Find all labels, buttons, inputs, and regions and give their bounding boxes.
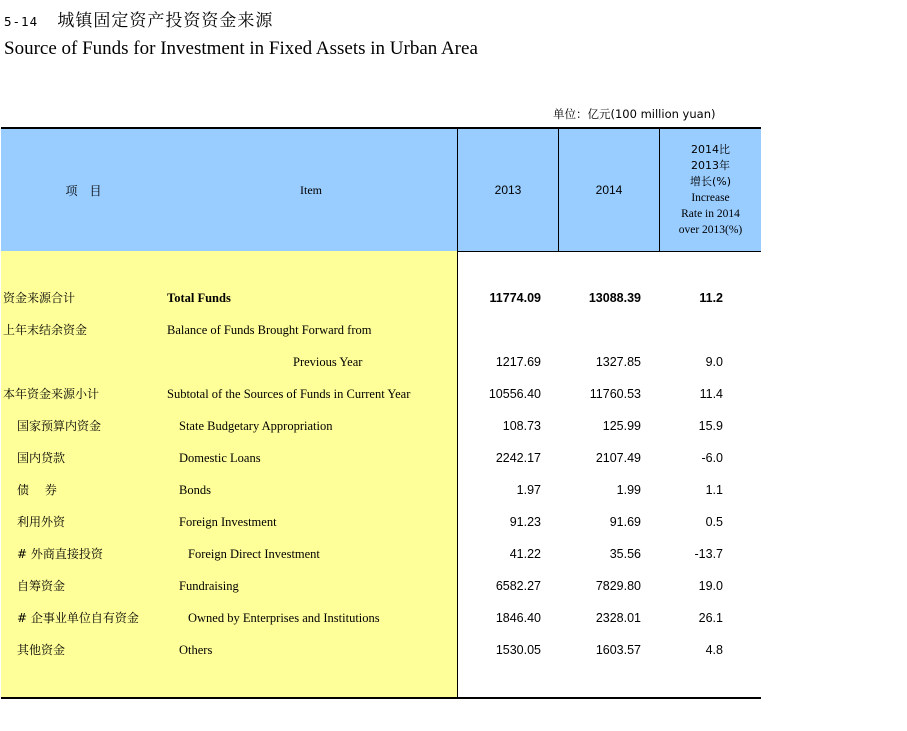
header-item-cn: 项 目 (65, 183, 102, 198)
row-label-cn: 国内贷款 (17, 451, 66, 465)
row-value-2014: 91.69 (609, 515, 641, 529)
header-increase (660, 129, 761, 251)
row-value-2014: 1603.57 (595, 643, 641, 657)
row-label-en: State Budgetary Appropriation (179, 419, 333, 433)
row-label-cn: 资金来源合计 (3, 291, 76, 305)
row-label-cn: 债 券 (17, 483, 57, 497)
row-value-2014: 125.99 (602, 419, 641, 433)
table-row (1, 474, 761, 506)
row-label-cn: 国家预算内资金 (17, 419, 102, 433)
header-increase-line: Rate in 2014 (681, 208, 740, 220)
row-value-increase: 15.9 (698, 419, 723, 433)
row-value-2013: 1217.69 (495, 355, 541, 369)
table-code: 5-14 (4, 14, 39, 29)
row-value-increase: 19.0 (698, 579, 723, 593)
row-value-2014: 1327.85 (595, 355, 641, 369)
row-label-en: Bonds (179, 483, 211, 497)
table-row (1, 538, 761, 570)
row-label-cn: 本年资金来源小计 (3, 387, 100, 401)
header-2013: 2013 (494, 183, 522, 197)
row-label-en: Total Funds (167, 291, 231, 305)
row-value-2013: 41.22 (509, 547, 541, 561)
row-label-en: Fundraising (179, 579, 239, 593)
row-value-increase: -13.7 (694, 547, 723, 561)
header-increase-line: 2013年 (691, 159, 730, 172)
row-label-en: Domestic Loans (179, 451, 261, 465)
row-label-en: Others (179, 643, 213, 657)
header-increase-line: over 2013(%) (678, 224, 743, 236)
row-value-2013: 1530.05 (495, 643, 541, 657)
table-row (1, 346, 761, 378)
row-value-2014: 2107.49 (595, 451, 641, 465)
row-value-2013: 1846.40 (495, 611, 541, 625)
row-value-2014: 1.99 (616, 483, 641, 497)
row-value-2013: 11774.09 (489, 291, 541, 305)
row-value-2014: 7829.80 (595, 579, 641, 593)
table-bottom-rule (1, 697, 761, 699)
row-label-en: Foreign Investment (179, 515, 277, 529)
header-increase-line: 增长(%) (689, 175, 732, 188)
header-item-en: Item (300, 182, 322, 197)
table-row (1, 602, 761, 634)
row-value-2014: 13088.39 (588, 291, 641, 305)
table-row (1, 442, 761, 474)
page-title-en: Source of Funds for Investment in Fixed Assets in Urban Area (4, 38, 478, 59)
table-row (1, 634, 761, 666)
table-row (1, 282, 761, 314)
row-label-en: Balance of Funds Brought Forward from (167, 323, 372, 337)
row-label-cn: 其他资金 (17, 643, 66, 657)
row-value-increase: 11.4 (699, 387, 723, 401)
row-label-en: Owned by Enterprises and Institutions (188, 611, 380, 625)
row-value-2014: 35.56 (609, 547, 641, 561)
row-label-cn: 自筹资金 (17, 579, 66, 593)
row-value-2013: 91.23 (509, 515, 541, 529)
table-row (1, 314, 761, 346)
header-increase-line: 2014比 (691, 143, 730, 156)
table-row (1, 570, 761, 602)
table-row (1, 410, 761, 442)
row-value-2013: 108.73 (502, 419, 541, 433)
row-label-en: Subtotal of the Sources of Funds in Current Year (167, 387, 411, 401)
row-value-2014: 2328.01 (595, 611, 641, 625)
row-value-2014: 11760.53 (589, 387, 641, 401)
row-label-en: Previous Year (293, 355, 363, 369)
row-label-cn: 利用外资 (17, 515, 66, 529)
row-value-2013: 1.97 (516, 483, 541, 497)
row-value-increase: 1.1 (705, 483, 723, 497)
row-value-increase: 4.8 (705, 643, 723, 657)
title-cn-text: 城镇固定资产投资资金来源 (57, 11, 274, 31)
row-value-increase: 26.1 (698, 611, 723, 625)
header-increase-line: Increase (691, 192, 730, 204)
row-value-2013: 10556.40 (488, 387, 541, 401)
row-label-cn: # 企事业单位自有资金 (17, 611, 139, 625)
header-2014: 2014 (595, 183, 623, 197)
row-value-2013: 6582.27 (495, 579, 541, 593)
row-label-cn: # 外商直接投资 (17, 547, 103, 561)
unit-label: 单位：亿元(100 million yuan) (553, 107, 716, 121)
row-label-en: Foreign Direct Investment (188, 547, 320, 561)
row-value-increase: -6.0 (701, 451, 723, 465)
row-value-increase: 0.5 (705, 515, 723, 529)
page-title-cn (4, 6, 273, 31)
table-row (1, 378, 761, 410)
table-row (1, 506, 761, 538)
row-value-increase: 11.2 (699, 291, 723, 305)
row-value-increase: 9.0 (705, 355, 723, 369)
row-value-2013: 2242.17 (495, 451, 541, 465)
table-header (1, 127, 761, 252)
row-label-cn: 上年末结余资金 (3, 323, 88, 337)
